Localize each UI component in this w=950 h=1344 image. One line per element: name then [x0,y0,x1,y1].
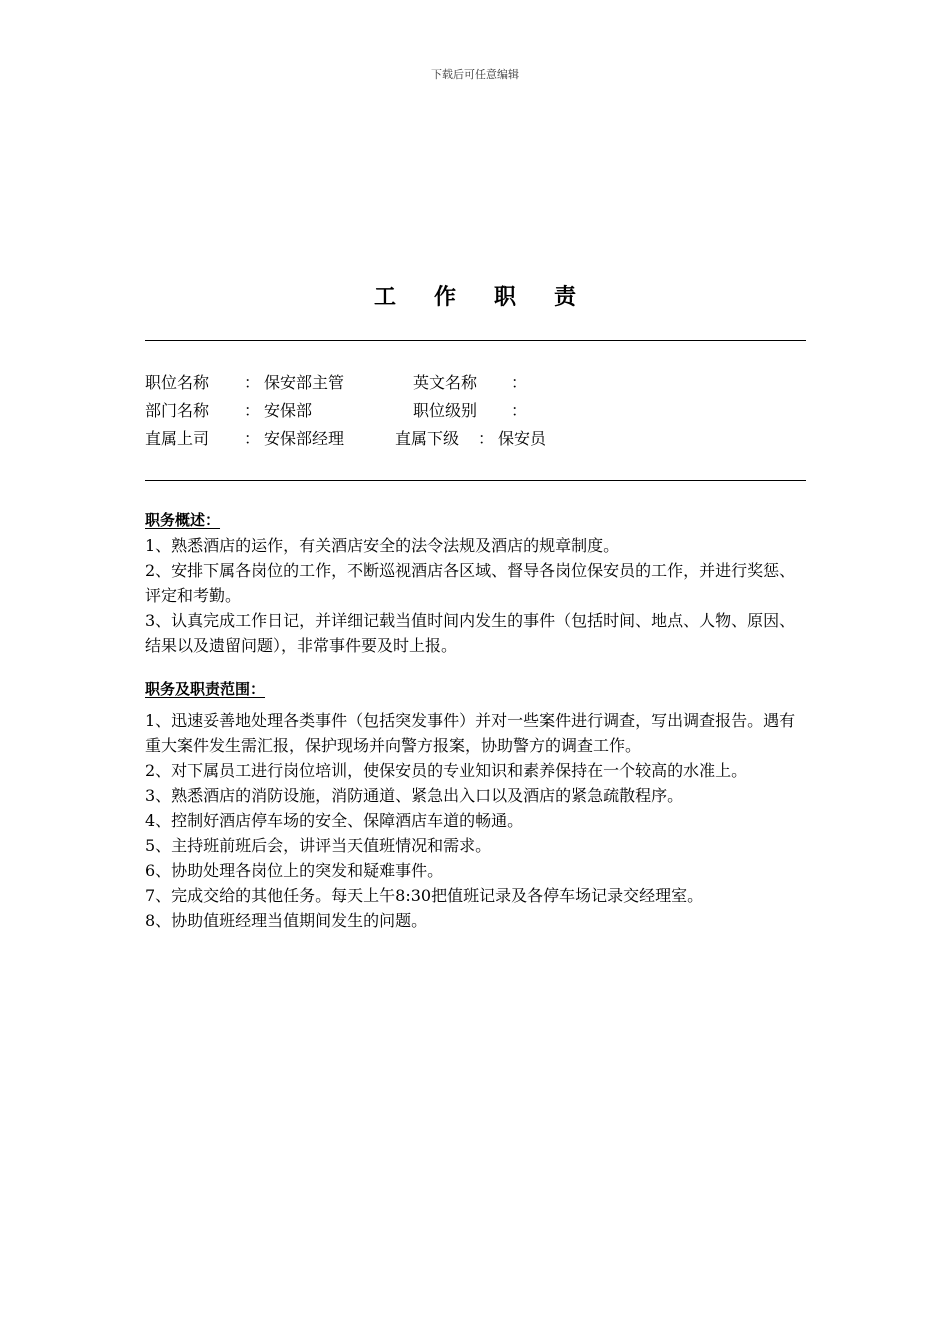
info-colon: ： [244,373,261,392]
info-colon: ： [244,401,261,420]
scope-section [145,677,810,933]
scope-item: 5、主持班前班后会，讲评当天值班情况和需求。 [145,836,492,855]
info-colon: ： [511,401,528,420]
info-colon: ： [478,429,495,448]
info-value: 保安员 [498,429,547,448]
info-value: 安保部 [264,401,313,420]
info-label: 直属下级 [395,429,460,448]
scope-item: 3、熟悉酒店的消防设施，消防通道、紧急出入口以及酒店的紧急疏散程序。 [145,786,684,805]
scope-item: 8、协助值班经理当值期间发生的问题。 [145,911,428,930]
scope-item: 4、控制好酒店停车场的安全、保障酒店车道的畅通。 [145,811,524,830]
page-title: 工作职责 [373,285,614,310]
info-label: 职位名称 [145,373,210,392]
summary-item: 3、认真完成工作日记，并详细记载当值时间内发生的事件（包括时间、地点、人物、原因、结果以及遗留问题），非常事件要及时上报。 [145,611,796,655]
info-label: 直属上司 [145,429,210,448]
scope-item: 7、完成交给的其他任务。每天上午8:30把值班记录及各停车场记录交经理室。 [145,886,704,905]
info-label: 英文名称 [413,373,478,392]
scope-item: 6、协助处理各岗位上的突发和疑难事件。 [145,861,444,880]
summary-item: 1、熟悉酒店的运作，有关酒店安全的法令法规及酒店的规章制度。 [145,536,620,555]
info-value: 保安部主管 [264,373,345,392]
info-value: 安保部经理 [264,429,345,448]
summary-item: 2、安排下属各岗位的工作，不断巡视酒店各区域、督导各岗位保安员的工作，并进行奖惩、评定和考勤。 [145,561,796,605]
info-colon: ： [511,373,528,392]
info-label: 职位级别 [413,401,478,420]
top-divider [145,340,806,341]
scope-item: 2、对下属员工进行岗位培训，使保安员的专业知识和素养保持在一个较高的水准上。 [145,761,748,780]
summary-section [145,508,810,658]
summary-heading: 职务概述： [145,511,221,529]
scope-item: 1、迅速妥善地处理各类事件（包括突发事件）并对一些案件进行调查，写出调查报告。遇有重大案件发生需汇报，保护现场并向警方报案，协助警方的调查工作。 [145,711,796,755]
bottom-divider [145,480,806,481]
info-label: 部门名称 [145,401,210,420]
scope-heading: 职务及职责范围： [145,680,266,698]
header-note: 下载后可任意编辑 [431,68,519,81]
info-colon: ： [244,429,261,448]
